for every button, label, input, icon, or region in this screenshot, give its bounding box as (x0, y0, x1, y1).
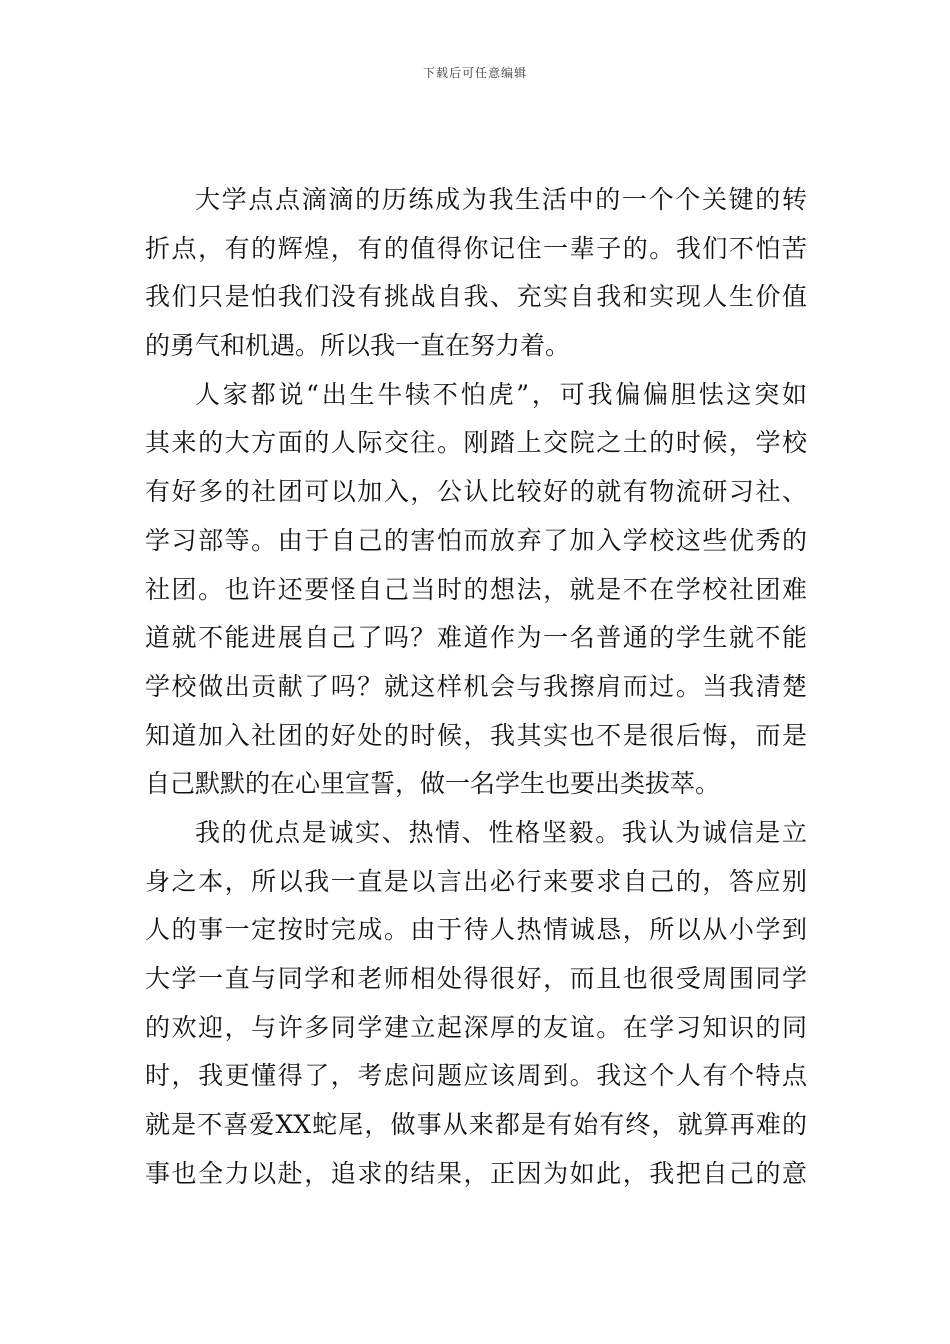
text-line: 的欢迎，与许多同学建立起深厚的友谊。在学习知识的同 (145, 1012, 807, 1042)
text-line: 其来的大方面的人际交往。刚踏上交院之土的时候，学校 (145, 428, 807, 458)
text-line: 就是不喜爱XX蛇尾，做事从来都是有始有终，就算再难的 (145, 1110, 807, 1140)
text-line: 我的优点是诚实、热情、性格坚毅。我认为诚信是立 (195, 817, 807, 847)
text-line: 学校做出贡献了吗？就这样机会与我擦肩而过。当我清楚 (145, 671, 807, 701)
text-line: 身之本，所以我一直是以言出必行来要求自己的，答应别 (145, 866, 807, 896)
text-line: 人家都说“出生牛犊不怕虎”，可我偏偏胆怯这突如 (195, 379, 807, 409)
page-header-note: 下载后可任意编辑 (422, 66, 527, 80)
text-line: 道就不能进展自己了吗？难道作为一名普通的学生就不能 (145, 623, 807, 653)
text-line: 折点，有的辉煌，有的值得你记住一辈子的。我们不怕苦 (145, 233, 807, 263)
text-line: 我们只是怕我们没有挑战自我、充实自我和实现人生价值 (145, 282, 807, 312)
text-line: 时，我更懂得了，考虑问题应该周到。我这个人有个特点 (145, 1061, 807, 1091)
text-line: 知道加入社团的好处的时候，我其实也不是很后悔，而是 (145, 720, 807, 750)
text-line: 社团。也许还要怪自己当时的想法，就是不在学校社团难 (145, 574, 807, 604)
text-line: 事也全力以赴，追求的结果，正因为如此，我把自己的意 (145, 1158, 807, 1188)
text-line: 人的事一定按时完成。由于待人热情诚恳，所以从小学到 (145, 915, 807, 945)
text-line: 大学点点滴滴的历练成为我生活中的一个个关键的转 (195, 185, 807, 214)
text-line: 的勇气和机遇。所以我一直在努力着。 (145, 331, 571, 361)
text-line: 学习部等。由于自己的害怕而放弃了加入学校这些优秀的 (145, 525, 807, 555)
text-line: 自己默默的在心里宣誓，做一名学生也要出类拔萃。 (145, 769, 721, 799)
text-line: 大学一直与同学和老师相处得很好，而且也很受周围同学 (145, 964, 807, 993)
document-body (145, 176, 807, 1198)
text-line: 有好多的社团可以加入，公认比较好的就有物流研习社、 (145, 477, 807, 507)
